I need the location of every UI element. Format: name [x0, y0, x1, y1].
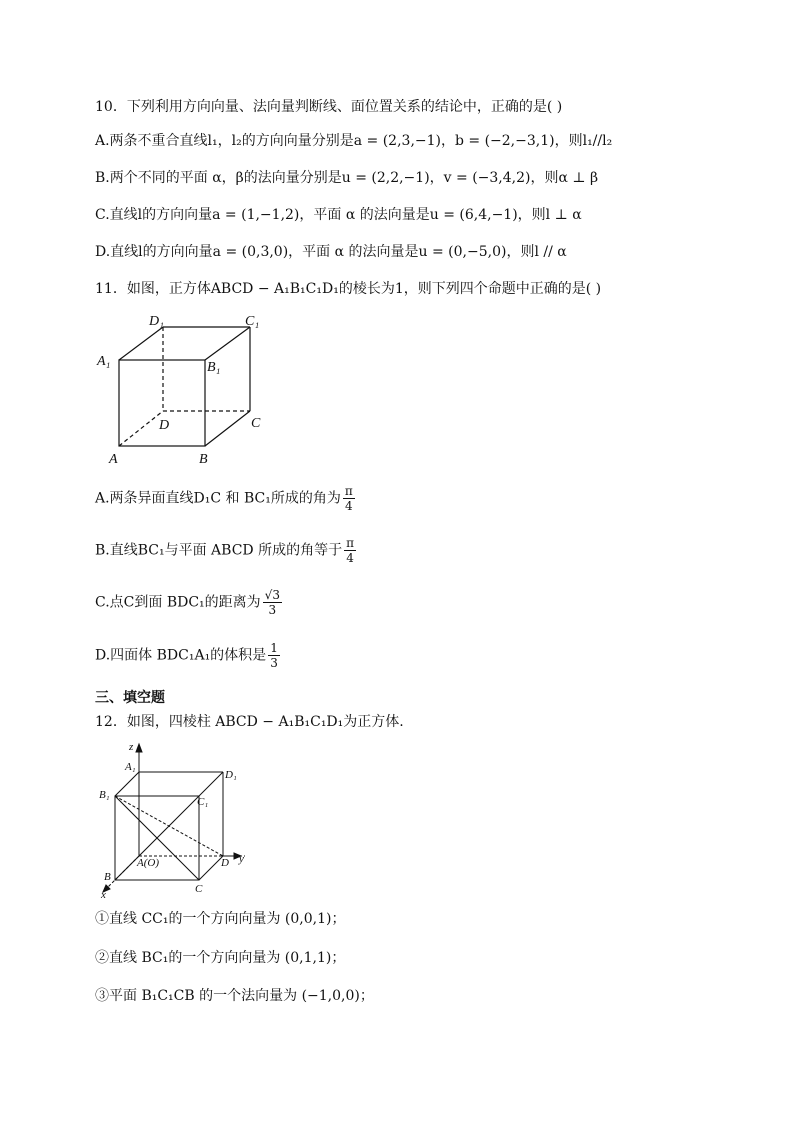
label-c: C [195, 883, 203, 895]
label-c1: C₁ [197, 796, 209, 808]
label-x: x [101, 889, 106, 900]
edge-bc [205, 411, 250, 446]
fraction-numerator: π [344, 484, 353, 498]
edge-a1d1 [119, 327, 163, 360]
z-axis-arrow [136, 744, 142, 752]
q11-option-c-text: C.点C到面 BDC₁的距离为 [95, 594, 261, 611]
q11-option-a-text: A.两条异面直线D₁C 和 BC₁所成的角为 [95, 490, 341, 507]
q11-stem: 11．如图，正方体ABCD − A₁B₁C₁D₁的棱长为1，则下列四个命题中正确的是( ) [95, 281, 602, 297]
edge-ad-hidden [119, 411, 163, 446]
edge-cd [199, 856, 223, 880]
edge-b1c1 [205, 327, 250, 360]
q11-option-c-fraction [263, 588, 282, 617]
label-a1: A₁ [97, 354, 111, 369]
fraction-numerator: √3 [264, 588, 280, 602]
q10-option-b: B.两个不同的平面 α，β的法向量分别是u = (2,2,−1)，v = (−3,4,2)，则α ⊥ β [95, 170, 599, 186]
fraction-numerator: π [346, 536, 354, 550]
fraction-denominator: 4 [345, 499, 353, 513]
q12-cube-figure [95, 740, 265, 900]
label-z: z [129, 741, 134, 753]
fraction-denominator: 4 [346, 551, 354, 565]
label-a: A [109, 452, 118, 467]
label-b1: B₁ [207, 360, 221, 375]
label-d1: D₁ [149, 314, 164, 329]
edge-b1a1 [115, 772, 139, 796]
fraction-denominator: 3 [270, 656, 278, 670]
fraction-denominator: 3 [268, 603, 277, 617]
label-c: C [251, 416, 261, 431]
q11-option-d [95, 641, 280, 670]
label-b: B [104, 871, 111, 883]
label-b1: B₁ [99, 789, 110, 801]
edge-c1d1 [199, 772, 223, 796]
q11-option-d-text: D.四面体 BDC₁A₁的体积是 [95, 647, 267, 664]
q11-option-b [95, 536, 356, 565]
label-d: D [221, 857, 229, 869]
q12-stem: 12．如图，四棱柱 ABCD − A₁B₁C₁D₁为正方体. [95, 714, 404, 730]
label-d1: D₁ [225, 769, 237, 781]
q10-option-c: C.直线l的方向向量a = (1,−1,2)，平面 α 的法向量是u = (6,4,−1)，则l ⊥ α [95, 207, 582, 223]
q12-statement-3: ③平面 B₁C₁CB 的一个法向量为 (−1,0,0)； [95, 988, 374, 1004]
q12-statement-1: ①直线 CC₁的一个方向向量为 (0,0,1)； [95, 911, 346, 927]
label-a-origin: A(O) [137, 857, 159, 869]
label-d: D [159, 418, 170, 433]
q10-option-a: A.两条不重合直线l₁，l₂的方向向量分别是a = (2,3,−1)，b = (−2,−3,1)，则l₁//l₂ [95, 133, 613, 149]
section-title-fill-in: 三、填空题 [95, 690, 165, 706]
q12-statement-2: ②直线 BC₁的一个方向向量为 (0,1,1)； [95, 950, 346, 966]
label-c1: C₁ [245, 314, 260, 329]
fraction-numerator: 1 [270, 641, 278, 655]
q11-option-d-fraction [268, 641, 280, 670]
q11-option-a [95, 484, 355, 513]
front-face [119, 360, 205, 446]
label-a1: A₁ [125, 761, 136, 773]
q11-option-a-fraction [343, 484, 355, 513]
q11-option-c [95, 588, 282, 617]
label-b: B [199, 452, 208, 467]
q10-stem: 10．下列利用方向向量、法向量判断线、面位置关系的结论中，正确的是( ) [95, 99, 563, 115]
q11-option-b-fraction [344, 536, 356, 565]
q11-option-b-text: B.直线BC₁与平面 ABCD 所成的角等于 [95, 542, 343, 559]
label-y: y [239, 853, 244, 865]
q10-option-d: D.直线l的方向向量a = (0,3,0)，平面 α 的法向量是u = (0,−5,0)，则l // α [95, 244, 567, 260]
q11-cube-figure [95, 305, 275, 475]
